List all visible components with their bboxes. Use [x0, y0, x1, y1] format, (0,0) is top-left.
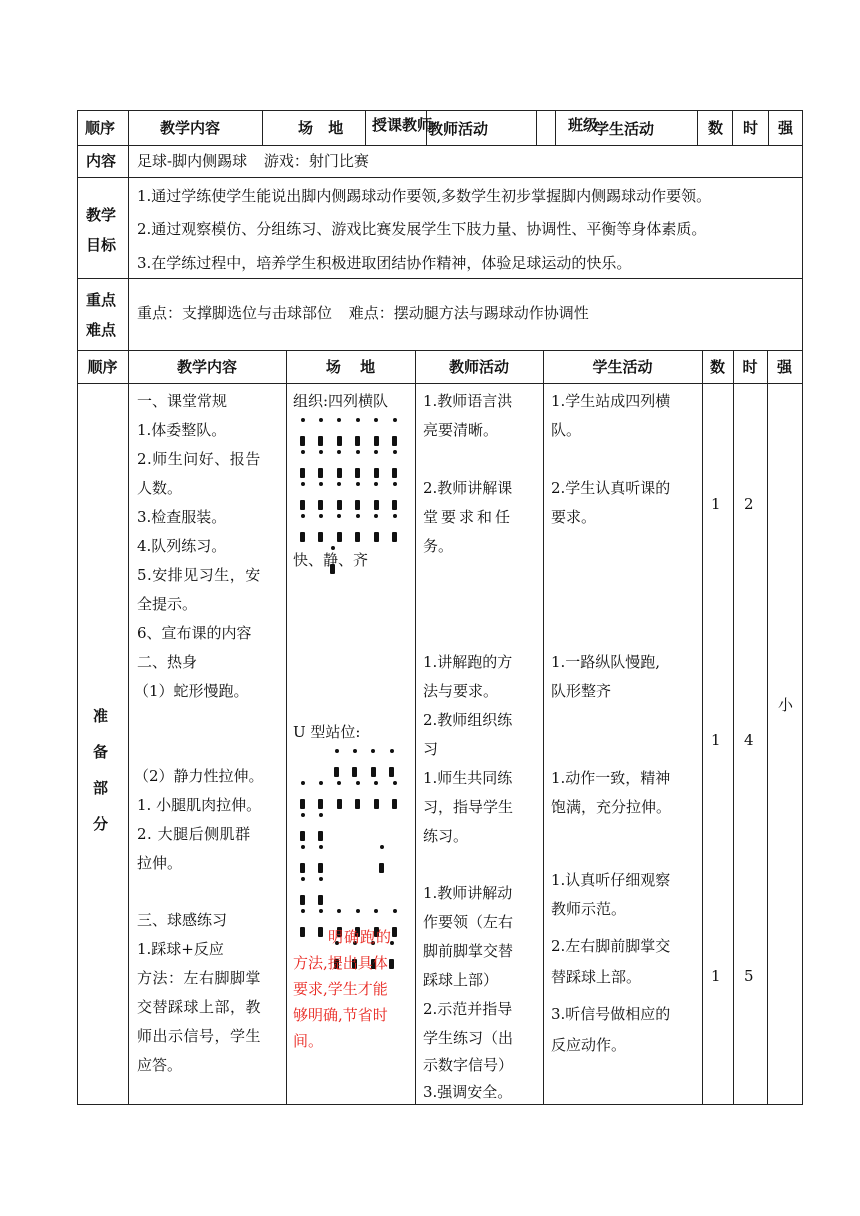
goal-item-3: 3.在学练过程中，培养学生积极进取团结协作精神，体验足球运动的快乐。 [137, 254, 632, 272]
count-time: 5 [744, 967, 754, 985]
content-line: （2）静力性拉伸。 [134, 767, 264, 785]
teacher-line: 1.教师语言洪 [423, 392, 513, 410]
content-line: 3.检查服装。 [137, 508, 227, 526]
student-line: 反应动作。 [551, 1036, 627, 1054]
goal-item-1: 1.通过学练使学生能说出脚内侧踢球动作要领,多数学生初步掌握脚内侧踢球动作要领。 [137, 187, 712, 205]
teacher-line: 习，指导学生 [423, 798, 514, 816]
header-instructor: 授课教师 [372, 116, 433, 134]
count-num: 1 [711, 495, 721, 513]
intensity-value: 小 [778, 696, 794, 714]
count-time: 4 [744, 731, 754, 749]
venue-org-label: 组织:四列横队 [293, 392, 389, 410]
goal-item-2: 2.通过观察模仿、分组练习、游戏比赛发展学生下肢力量、协调性、平衡等身体素质。 [137, 220, 707, 238]
student-line: 1.学生站成四列横 [551, 392, 671, 410]
count-num: 1 [711, 731, 721, 749]
content-line: 人数。 [137, 479, 183, 497]
teacher-line: 练习。 [423, 827, 469, 845]
header-time: 时 [743, 119, 759, 137]
header-class: 班级 [568, 116, 599, 134]
col-student: 学生活动 [592, 358, 653, 376]
venue-u-label: U 型站位: [293, 723, 361, 741]
keypoints-label: 重点 难点 [86, 291, 117, 339]
teacher-line: 务。 [423, 537, 454, 555]
content-line: 拉伸。 [137, 854, 183, 872]
content-line: 6、宣布课的内容 [137, 624, 252, 642]
teacher-line: 学生练习（出 [423, 1029, 514, 1047]
teacher-line: 2.示范并指导 [423, 1000, 513, 1018]
venue-slogan: 快、静、齐 [293, 551, 369, 569]
col-intensity: 强 [776, 358, 792, 376]
student-line: 教师示范。 [551, 900, 627, 918]
col-venue: 场 地 [325, 358, 376, 376]
teacher-line: 踩球上部） [423, 971, 499, 989]
content-line: 方法：左右脚脚掌 [137, 969, 262, 987]
content-line: 全提示。 [137, 595, 198, 613]
content-line: 交替踩球上部，教 [137, 998, 262, 1016]
keypoints-text: 重点：支撑脚选位与击球部位 难点：摆动腿方法与踢球动作协调性 [137, 304, 589, 322]
student-line: 2.左右脚前脚掌交 [551, 937, 671, 955]
count-time: 2 [744, 495, 754, 513]
content-line: 1. 小腿肌肉拉伸。 [137, 796, 262, 814]
teacher-line: 3.强调安全。 [423, 1083, 513, 1101]
student-line: 2.学生认真听课的 [551, 479, 671, 497]
content-line: 1.体委整队。 [137, 421, 227, 439]
student-line: 1.动作一致，精神 [551, 769, 671, 787]
col-time: 时 [742, 358, 758, 376]
venue-note-line: 间。 [293, 1032, 324, 1050]
venue-note-line: 要求,学生才能 [293, 980, 388, 998]
student-line: 1.认真听仔细观察 [551, 871, 671, 889]
content-line: 一、课堂常规 [137, 392, 228, 410]
section-label: 准 备 部 分 [93, 707, 109, 833]
venue-note-line: 方法,提出具体 [293, 954, 388, 972]
content-line: 2. 大腿后侧肌群 [137, 825, 251, 843]
teacher-line: 习 [423, 740, 439, 758]
teacher-line: 作要领（左右 [423, 913, 514, 931]
header-num: 数 [708, 119, 724, 137]
content-label: 内容 [86, 152, 117, 170]
content-text: 足球-脚内侧踢球 游戏：射门比赛 [137, 152, 369, 170]
teacher-line: 1.讲解跑的方 [423, 653, 513, 671]
student-line: 队形整齐 [551, 682, 612, 700]
content-line: 1.踩球+反应 [137, 940, 224, 958]
teacher-figure [375, 841, 388, 873]
student-line: 要求。 [551, 508, 597, 526]
header-seq: 顺序 [85, 119, 116, 137]
teacher-line: 示数字信号） [423, 1056, 514, 1074]
col-num: 数 [709, 358, 725, 376]
content-line: 5.安排见习生，安 [137, 566, 261, 584]
student-line: 1.一路纵队慢跑, [551, 653, 661, 671]
venue-note-line: 明确跑的 [328, 928, 393, 946]
header-teacher-activity: 教师活动 [428, 120, 489, 138]
venue-note-line: 够明确,节省时 [293, 1006, 388, 1024]
col-seq: 顺序 [87, 358, 118, 376]
content-line: 三、球感练习 [137, 911, 228, 929]
student-line: 替踩球上部。 [551, 968, 642, 986]
header-student-activity: 学生活动 [594, 120, 655, 138]
teacher-line: 1.教师讲解动 [423, 884, 513, 902]
teacher-line: 法与要求。 [423, 682, 499, 700]
teacher-line: 2.教师讲解课 [423, 479, 513, 497]
content-line: （1）蛇形慢跑。 [134, 682, 249, 700]
goals-label: 教学 目标 [86, 206, 117, 254]
student-line: 3.听信号做相应的 [551, 1005, 671, 1023]
header-venue: 场 地 [298, 119, 344, 137]
col-content: 教学内容 [176, 358, 237, 376]
teacher-line: 堂要求和任 [423, 508, 514, 526]
teacher-line: 2.教师组织练 [423, 711, 513, 729]
teacher-line: 亮要清晰。 [423, 421, 499, 439]
content-line: 应答。 [137, 1056, 183, 1074]
count-num: 1 [711, 967, 721, 985]
header-intensity: 强 [778, 119, 794, 137]
teacher-line: 1.师生共同练 [423, 769, 513, 787]
col-teacher: 教师活动 [448, 358, 509, 376]
content-line: 二、热身 [137, 653, 198, 671]
content-line: 师出示信号，学生 [137, 1027, 262, 1045]
content-line: 4.队列练习。 [137, 537, 227, 555]
student-line: 饱满，充分拉伸。 [551, 798, 672, 816]
student-line: 队。 [551, 421, 582, 439]
header-content: 教学内容 [160, 119, 221, 137]
teacher-line: 脚前脚掌交替 [423, 942, 514, 960]
content-line: 2.师生问好、报告 [137, 450, 261, 468]
